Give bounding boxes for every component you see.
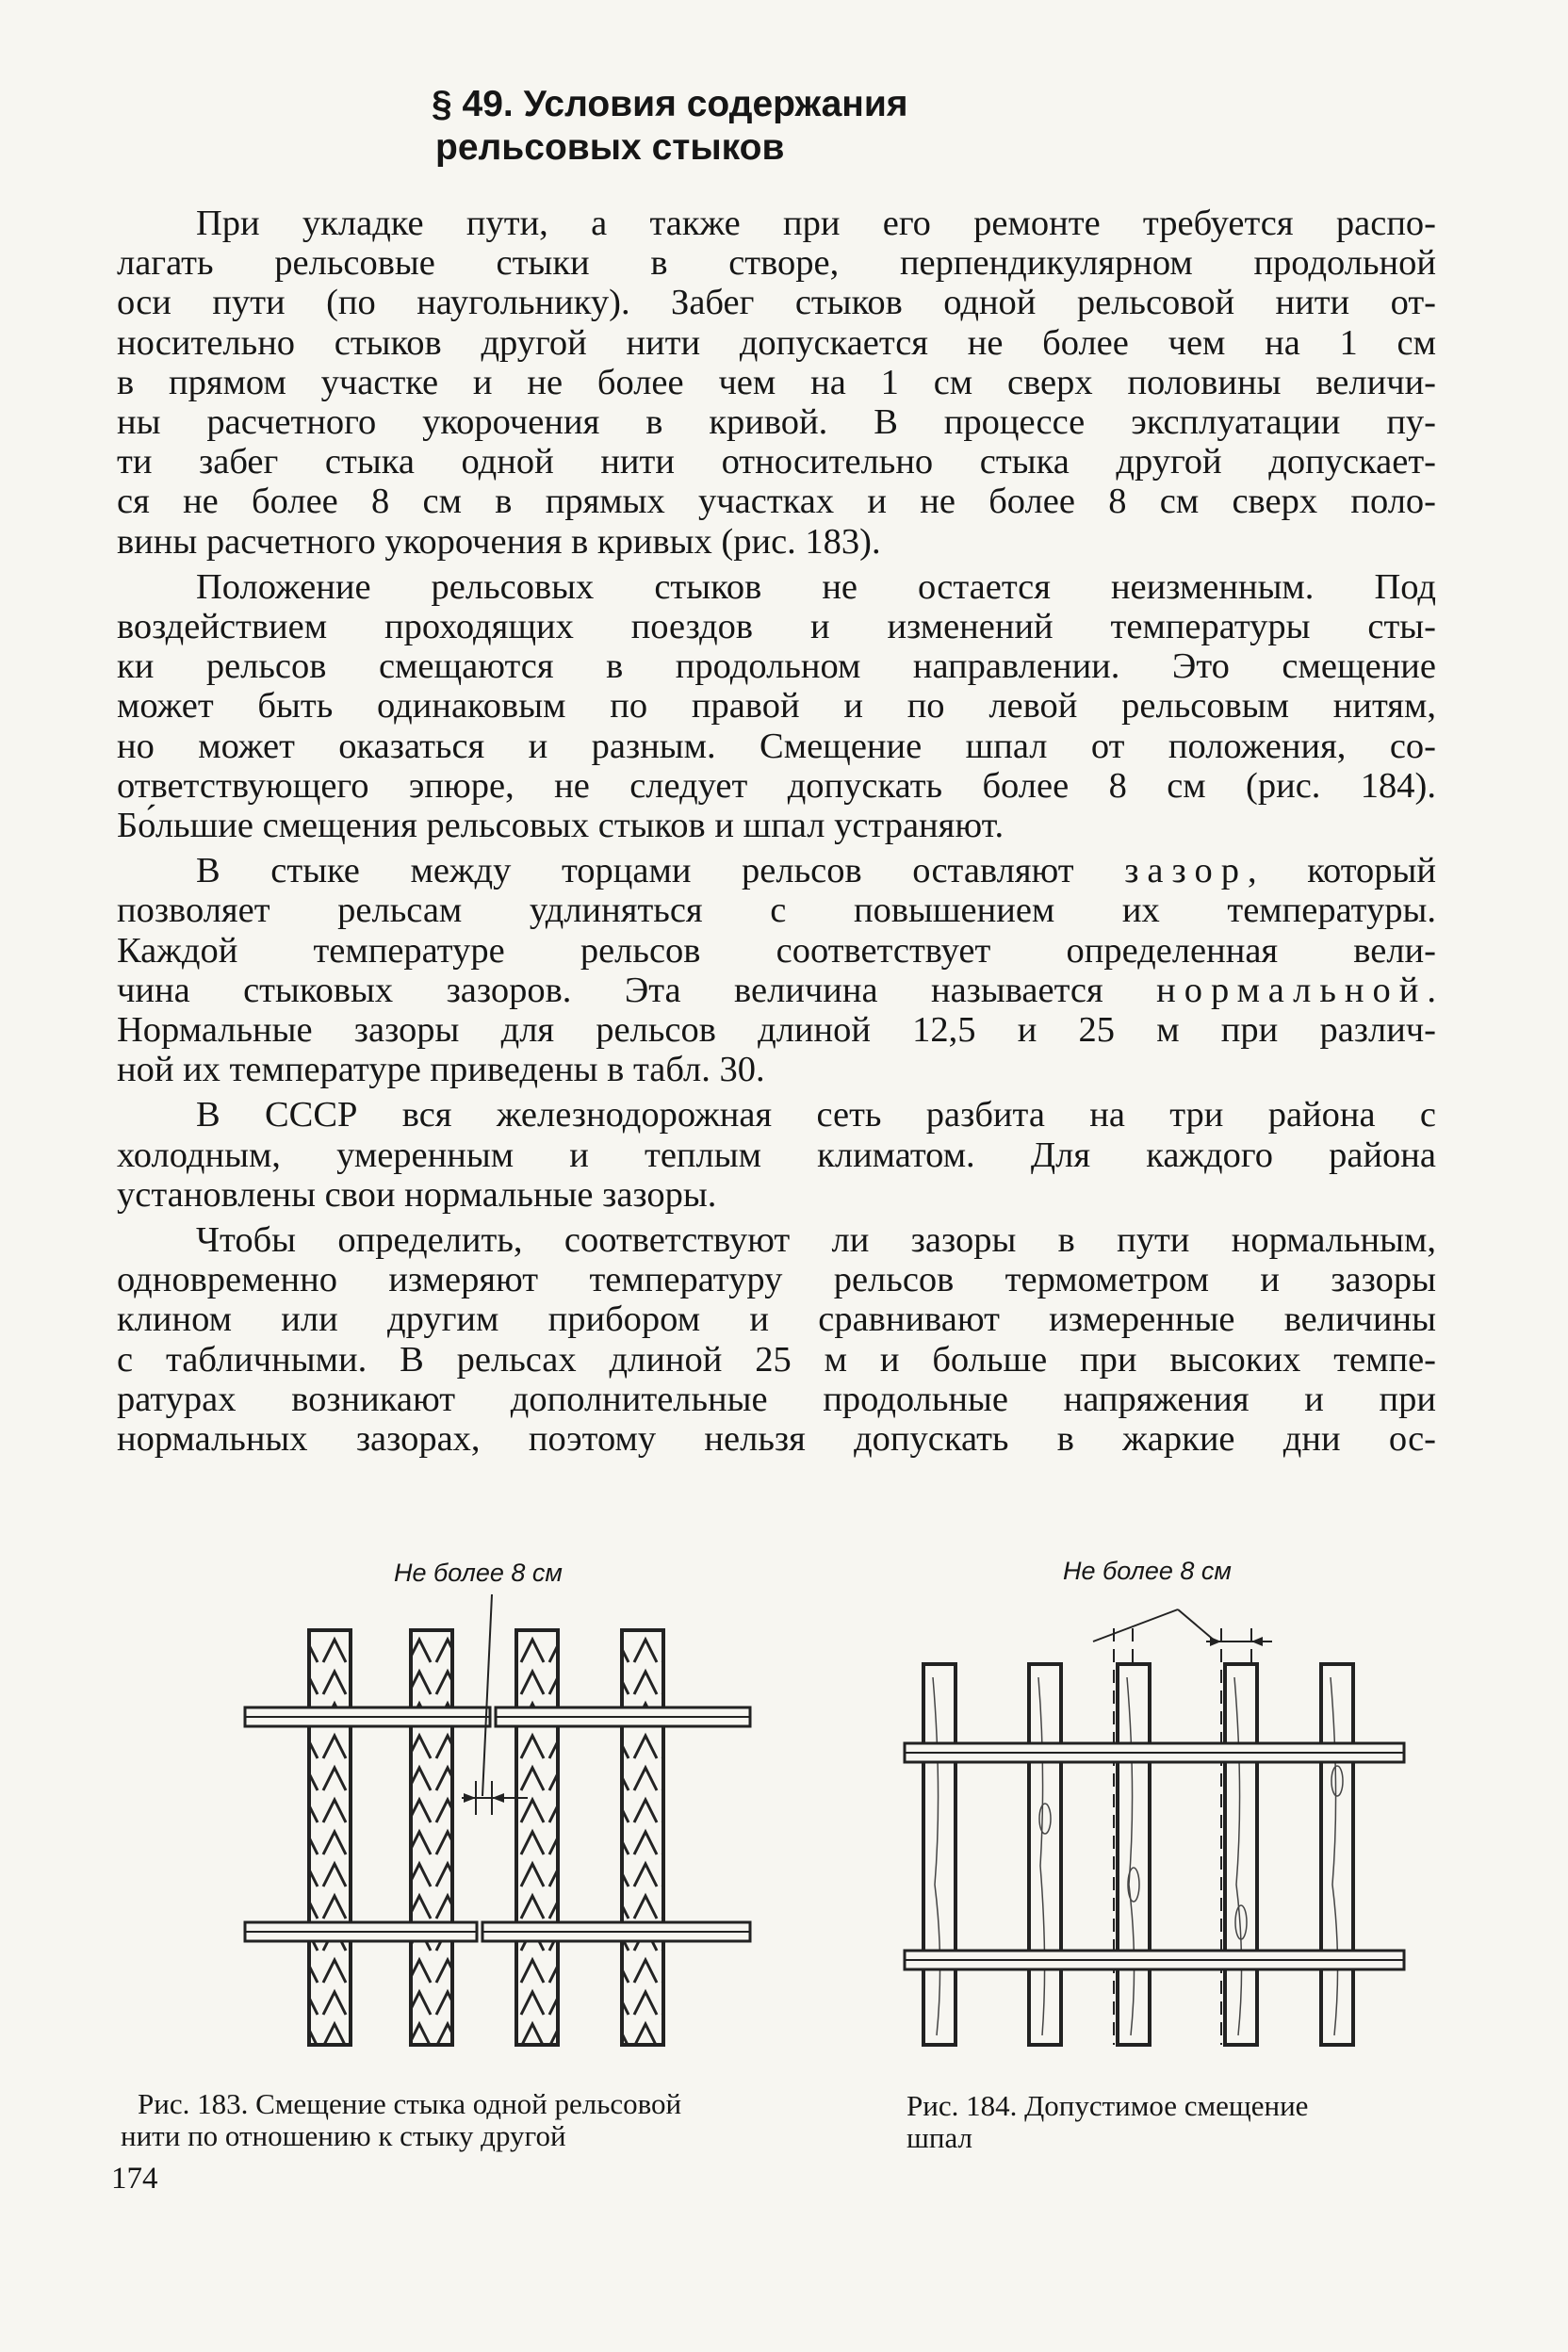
sleeper [309,1630,351,2045]
text-line: ся не более 8 см в прямых участках и не более 8 см сверх поло- [117,482,1436,522]
paragraph-2 [117,567,1436,845]
section-heading [432,83,1091,170]
figure184-diagram [895,1602,1423,2073]
figure183-label: Не более 8 см [394,1559,563,1587]
text-line: может быть одинаковым по правой и по левой рельсовым нитям, [117,686,1436,727]
text-line: в прямом участке и не более чем на 1 см сверх половины величи- [117,362,1436,402]
sleeper [516,1630,558,2045]
leader-line [482,1594,492,1796]
text-line: но может оказаться и разным. Смещение шпал от положения, со- [117,726,1436,766]
term-gap: зазор [1124,851,1248,891]
page-number: 174 [111,2162,158,2196]
paragraph-4 [117,1095,1436,1215]
text-line: с табличными. В рельсах длиной 25 м и больше при высоких темпе- [117,1339,1436,1380]
text-line: При укладке пути, а также при его ремонте требуется распо- [196,204,1436,243]
figure184-caption [906,2090,1434,2154]
paragraph-3 [117,851,1436,1089]
text-line: вины расчетного укорочения в кривых (рис. 183). [117,521,881,562]
caption-line: нити по отношению к стыку другой [121,2119,566,2152]
figure183-caption [121,2087,835,2152]
text-line: ти забег стыка одной нити относительно стыка другой допускает- [117,442,1436,482]
text-line: клином или другим прибором и сравнивают измеренные величины [117,1299,1436,1340]
text-line: оси пути (по наугольнику). Забег стыков одной рельсовой нити от- [117,283,1436,323]
text-line: чина стыковых зазоров. Эта величина называется нормальной. [117,970,1436,1010]
text-line: ответствующего эпюре, не следует допускать более 8 см (рис. 184). [117,765,1436,806]
text-line: Положение рельсовых стыков не остается неизменным. Под [196,566,1436,607]
text-line: одновременно измеряют температуру рельсов термометром и зазоры [117,1260,1436,1300]
figure183-diagram [236,1602,763,2073]
text-line: Чтобы определить, соответствуют ли зазоры в пути нормальным, [196,1220,1436,1261]
text-line: носительно стыков другой нити допускается не более чем на 1 см [117,322,1436,363]
caption-line: шпал [906,2121,972,2154]
paragraph-5 [117,1220,1436,1459]
text-line: Бо́льшие смещения рельсовых стыков и шпал устраняют. [117,806,1004,846]
sleeper [411,1630,452,2045]
sleeper [622,1630,663,2045]
text-line: ки рельсов смещаются в продольном направлении. Это смещение [117,646,1436,687]
caption-line: Рис. 184. Допустимое смещение [906,2089,1309,2122]
text-line: установлены свои нормальные зазоры. [117,1174,717,1215]
text-line: ной их температуре приведены в табл. 30. [117,1050,765,1090]
leader-line [1093,1609,1178,1642]
text-line: лагать рельсовые стыки в створе, перпендикулярном продольной [117,243,1436,284]
text-line: холодным, умеренным и теплым климатом. Для каждого района [117,1135,1436,1175]
text-line: В стыке между торцами рельсов оставляют зазор, который [196,851,1437,891]
text-line: позволяет рельсам удлиняться с повышением их температуры. [117,890,1436,931]
caption-line: Рис. 183. Смещение стыка одной рельсовой [138,2087,682,2120]
section-title-line2: рельсовых стыков [435,127,785,168]
paragraph-1 [117,204,1436,562]
text-line: ратурах возникают дополнительные продольные напряжения и при [117,1379,1436,1419]
body-text [117,204,1436,1464]
text-line: воздействием проходящих поездов и изменений температуры сты- [117,607,1436,647]
text-line: Каждой температуре рельсов соответствует определенная вели- [117,930,1436,971]
figure184-label: Не более 8 см [1063,1557,1232,1585]
leader-line [1178,1609,1216,1642]
term-normal: нормальной [1156,970,1428,1010]
section-title-line1: § 49. Условия содержания [432,84,908,124]
text-line: нормальных зазорах, поэтому нельзя допускать в жаркие дни ос- [117,1419,1436,1460]
text-line: В СССР вся железнодорожная сеть разбита на три района с [196,1095,1436,1135]
text-line: ны расчетного укорочения в кривой. В процессе эксплуатации пу- [117,402,1436,443]
text-line: Нормальные зазоры для рельсов длиной 12,5 и 25 м при различ- [117,1010,1436,1051]
